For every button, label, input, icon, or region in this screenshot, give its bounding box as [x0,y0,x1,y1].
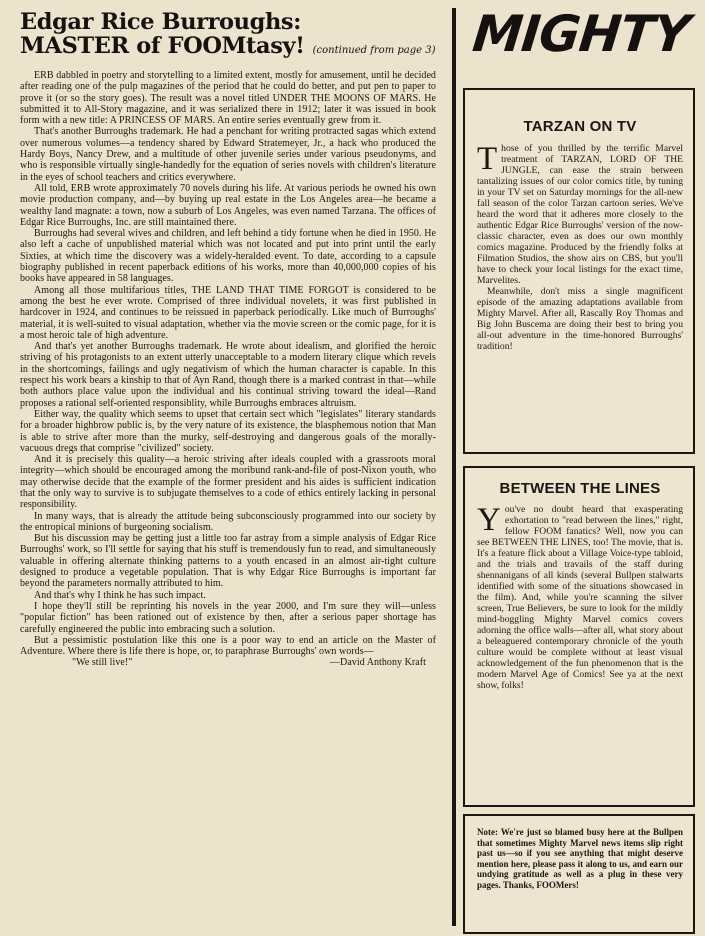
lines-paragraph [477,504,683,691]
closing-quote: "We still live!" [72,657,133,669]
article-paragraph: And that's why I think he has such impact. [34,589,206,601]
article-paragraph: Either way, the quality which seems to upset that certain sect which "legislates" literary standards for a broader highbrow public is, by the very nature of its existence, the blasphemous notion that Man is able to strive after more than the murky, self-destroying and dangerous goals of the morally-vacuous dregs that comprise "civilized" society. [20,408,436,454]
note-box [463,814,695,934]
between-the-lines-box [463,466,695,807]
lines-heading: BETWEEN THE LINES [499,480,661,497]
continued-note: (continued from page 3) [312,45,436,56]
note-body [477,827,683,891]
lines-body [477,504,683,691]
lines-text: ou've no doubt heard that exasperating exhortation to "read between the lines," right, fellow FOOM fanatics? Well, now you can see BETWEEN THE LINES, too! The movie, that is. It's a feature flick about a Village Voice-type tabloid, and the trials and travails of the staff during shennanigans of all kinds (several Bullpen stalwarts identified with some of the situations showcased in the film). And, while you're scanning the silver screen, True Believers, be sure to look for the mildly mind-boggling Mighty Marvel comics covers adorning the office walls—after all, what story about a beleaguered contemporary chronicle of the youth culture would be complete without at least visual acknowledgement of the fun phenomenon that is the modern Marvel Age of Comics! See ya at the next show, folks! [477,504,683,691]
mighty-banner: MIGHTY [469,5,692,63]
article-paragraph: But his discussion may be getting just a little too far astray from a simple analysis of Edgar Rice Burroughs' work, so I'll settle for saying that his stuff is tremendously fun to read, and simultaneously valuable in offering alternate thinking patterns to a youth encased in an almost air-tight culture designed to produce a vegetable population. That is why Edgar Rice Burroughs is important far beyond the parameters normally attributed to him. [20,533,436,590]
article-paragraph: Among all those multifarious titles, THE LAND THAT TIME FORGOT is considered to be among the best he ever wrote. Comprised of three individual novelets, it was first published in hardcover in 1924, and continues to be reissued in paperback periodically. Like much of Burroughs' material, it is well-suited to visual adaptation, whether via the movie screen or the comic page, for it is a most heroic tale of high adventure. [20,284,436,341]
byline: —David Anthony Kraft [330,657,426,669]
dropcap-y: Y [477,502,501,538]
tarzan-body [477,143,683,352]
tarzan-paragraph-1 [477,143,683,286]
tarzan-text-1: hose of you thrilled by the terrific Marvel treatment of TARZAN, LORD OF THE JUNGLE, can ease the strain between tantalizing issues of our color comics title, by tuning in your TV set on Saturday mornings for the all-new fall season of the color Tarzan cartoon series. We've heard the word that it adheres more closely to the authentic Edgar Rice Burroughs' version of the now-classic character, even as does our own monthly comics magazine. Produced by the friendly folks at Filmation Studios, the show airs on CBS, but you'll have to check your local listings for the exact time, Marvelites. [477,143,683,286]
article-title [20,10,436,63]
tarzan-on-tv-box [463,88,695,454]
article-paragraph: And that's yet another Burroughs trademark. He wrote about idealism, and glorified the heroic striving of his protagonists to an extent utterly unacceptable to a modern literary clique which revels in the shortcomings, failings and ugly negativism of which the human character is capable. In this respect his work bears a kinship to that of Ayn Rand, though there is a marked contrast in that—while both authors place value upon the individual and his continual striving toward the ideal—Rand proposes a rational self-oriented responsiblity, while Burroughs embraces altruism. [20,341,436,409]
article-paragraph: I hope they'll still be reprinting his novels in the year 2000, and I'm sure they will—unless "popular fiction" has been rationed out of existence by then, after a serious paper shortage has carefully engineered the public into embracing such a solution. [20,600,436,635]
article-paragraph: And it is precisely this quality—a heroic striving after ideals coupled with a grassroots moral integrity—which should be encouraged among the moribund rank-and-file of post-Nixon youth, who may otherwise decide that the example of the former president and his aides is sufficient indication that the only way to survive is to subjugate themselves to a code of ethics entirely lacking in personal responsibility. [20,454,436,511]
column-divider [452,8,456,926]
tarzan-heading: TARZAN ON TV [523,118,637,135]
article-body [20,70,436,669]
article-paragraph: But a pessimistic postulation like this one is a poor way to end an article on the Master of Adventure. Where there is life there is hope, or, to paraphrase Burroughs' own words— [20,634,436,658]
article-paragraph: ERB dabbled in poetry and storytelling to a limited extent, mostly for amusement, until he decided after reading one of the pulp magazines of the period that he could do better, and put pen to paper to prove it (or so the story goes). The result was a novel titled UNDER THE MOONS OF MARS. He submitted it to All-Story magazine, and it was serialized there in 1912; later it was issued in book form with a new title: A PRINCESS OF MARS. An entire series eventually grew from it. [20,70,436,127]
dropcap-t: T [477,141,498,177]
sidebar [463,5,699,890]
article-signoff [20,657,436,668]
article-paragraph: That's another Burroughs trademark. He had a penchant for writing protracted sagas which extend over numerous volumes—a tendency shared by Edward Stratemeyer, Jr., a hack who produced the Hardy Boys, Nancy Drew, and a multitude of other juvenile series under various pseudonyms, and who is responsible virtually single-handedly for the equation of series novels with children's literature in the eyes of school teachers and critics everywhere. [20,126,436,183]
article-paragraph: In many ways, that is already the attitude being subconsciously programmed into our society by the entropical minions of burgeoning socialism. [20,510,436,533]
note-text: Note: We're just so blamed busy here at the Bullpen that sometimes Mighty Marvel news items slip right past us—so if you see anything that might deserve mention here, please pass it along to us, and earn our undying gratitude as well as a plug in these very pages. Thanks, FOOMers! [477,827,683,890]
article-column [20,10,436,669]
article-paragraph: Burroughs had several wives and children, and left behind a tidy fortune when he died in 1950. He also left a cache of unpublished material which was not located and put into print until the early Sixties, at which time the discovery was a widely-heralded event. To date, according to a capsule biography published in recent paperback editions of his works, more than 40,000,000 copies of his books have appeared in 58 languages. [20,228,436,285]
tarzan-paragraph-2: Meanwhile, don't miss a single magnificent episode of the amazing adaptations available from Mighty Marvel. After all, Rascally Roy Thomas and Big John Buscema are doing their best to bring you all-out adventure in the time-honored Burroughs' tradition! [477,286,683,352]
title-line-2: MASTER of FOOMtasy! [20,33,305,59]
title-line-1: Edgar Rice Burroughs: [20,9,302,35]
article-paragraph: All told, ERB wrote approximately 70 novels during his life. At various periods he owned his own movie production company, and—by buying up real estate in the Los Angeles area—he became a wealthy land magnate: a town, now a suburb of Los Angeles, was even named Tarzana. The offices of Edgar Rice Burroughs, Inc. are still maintained there. [20,182,436,228]
